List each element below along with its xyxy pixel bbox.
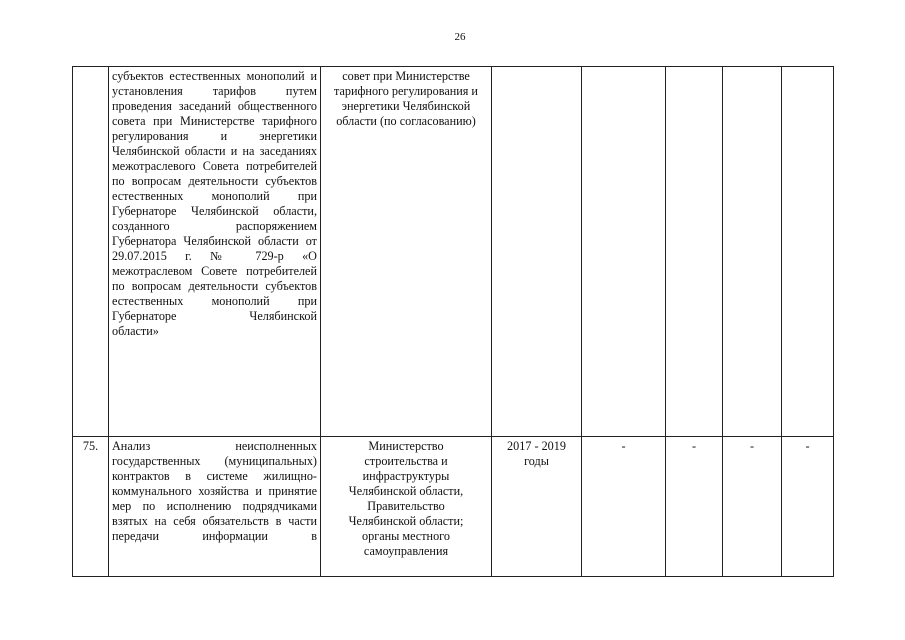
indicator-cell: [666, 67, 723, 437]
executor-cell: совет при Министерстве тарифного регулирования и энергетики Челябинской области (по согласованию): [321, 67, 492, 437]
indicator-cell: -: [723, 437, 782, 577]
indicator-cell: -: [782, 437, 834, 577]
measure-text-last-line: области»: [112, 324, 159, 338]
measure-text: субъектов естественных монополий и установления тарифов путем проведения заседаний общественного совета при Министерстве тарифного регулирования и энергетики Челябинской области и на заседаниях межотраслевого Совета потребителей по вопросам деятельности субъектов естественных монополий при Губернаторе Челябинской области, созданного распоряжением Губернатора Челябинской области от 29.07.2015 г. № 729-р «О межотраслевом Совете потребителей по вопросам деятельности субъектов естественных монополий при Губернаторе Челябинской: [112, 69, 317, 323]
row-number: 75.: [73, 437, 109, 577]
table-row: [73, 437, 834, 577]
indicator-cell: -: [582, 437, 666, 577]
term-cell: [492, 67, 582, 437]
measure-description: [109, 437, 321, 577]
executor-cell: Министерство строительства и инфраструктуры Челябинской области, Правительство Челябинской области; органы местного самоуправления: [321, 437, 492, 577]
row-number: [73, 67, 109, 437]
measure-description: [109, 67, 321, 437]
indicator-cell: -: [666, 437, 723, 577]
indicator-cell: [782, 67, 834, 437]
table-row: [73, 67, 834, 437]
measures-table: [72, 66, 834, 577]
measure-text: Анализ неисполненных государственных (муниципальных) контрактов в системе жилищно-коммунального хозяйства и принятие мер по исполнению подрядчиками взятых на себя обязательств в части передачи информации в: [112, 439, 317, 543]
page-number: 26: [454, 31, 466, 43]
indicator-cell: [582, 67, 666, 437]
term-cell: 2017 - 2019 годы: [492, 437, 582, 577]
indicator-cell: [723, 67, 782, 437]
